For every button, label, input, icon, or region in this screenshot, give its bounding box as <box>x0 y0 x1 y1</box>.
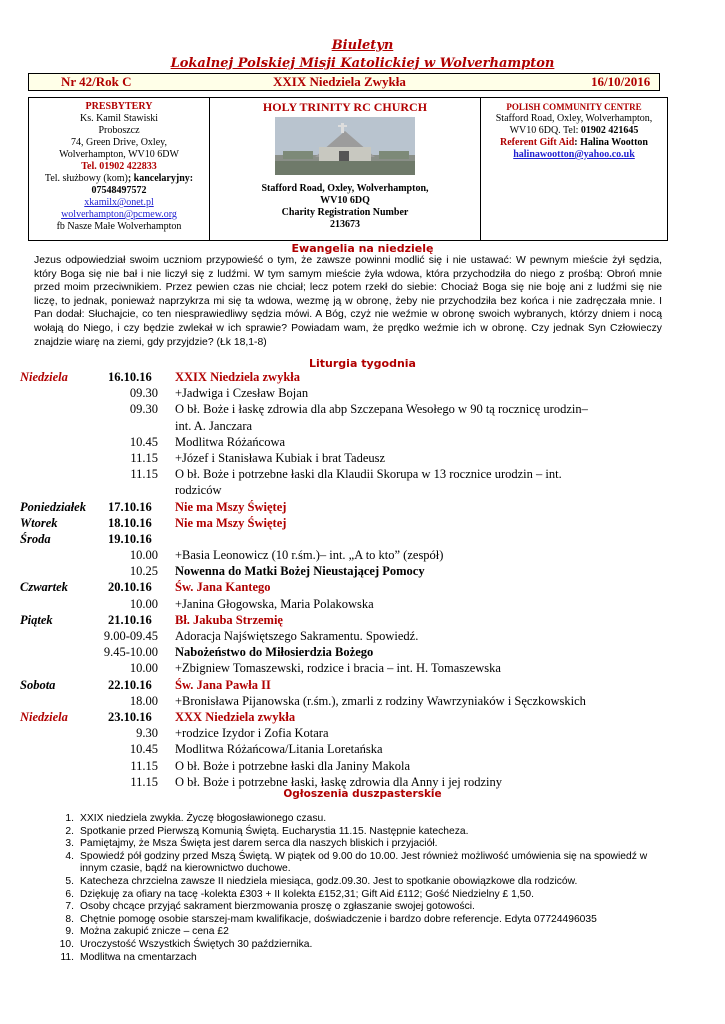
church-charity-label: Charity Registration Number <box>281 207 409 218</box>
liturgy-row <box>0 386 725 402</box>
notice-item <box>56 952 676 965</box>
community-email-link[interactable]: halinawootton@yahoo.co.uk <box>513 149 635 160</box>
presbytery-line: Wolverhampton, WV10 6DW <box>59 149 179 160</box>
notice-number: 3. <box>65 838 74 850</box>
notice-item <box>56 926 676 939</box>
liturgy-date: 19.10.16 <box>108 531 152 546</box>
liturgy-intention: XXX Niedziela zwykła <box>175 709 296 724</box>
notice-item <box>56 851 676 876</box>
church-charity-number: 213673 <box>330 219 360 230</box>
community-address-2 <box>481 125 667 137</box>
liturgy-intention: XXIX Niedziela zwykła <box>175 370 300 384</box>
notice-item <box>56 826 676 839</box>
liturgy-row <box>0 645 725 661</box>
liturgy-row <box>0 694 725 710</box>
liturgy-intention: O bł. Boże i łaskę zdrowia dla abp Szczepana Wesołego w 90 tą rocznicę urodzin– <box>175 402 588 417</box>
presbytery-heading: PRESBYTERY <box>85 101 153 112</box>
liturgy-intention: Modlitwa Różańcowa <box>175 434 286 449</box>
notice-text: Można zakupić znicze – cena £2 <box>80 926 229 938</box>
liturgy-date: 23.10.16 <box>108 709 152 724</box>
liturgy-row <box>0 726 725 742</box>
liturgy-time: 18.00 <box>129 693 158 708</box>
liturgy-intention: Nowenna do Matki Bożej Nieustającej Pomocy <box>175 564 425 579</box>
bulletin-subtitle: Lokalnej Polskiej Misji Katolickiej w Wolverhampton <box>170 56 555 71</box>
liturgy-date: 20.10.16 <box>108 580 152 595</box>
bulletin-title: Biuletyn <box>331 38 394 53</box>
notice-text: Osoby chcące przyjąć sakrament bierzmowania proszę o zgłaszanie swojej gotowości. <box>80 901 475 913</box>
liturgy-row <box>0 483 725 499</box>
tel2-office-label: ; kancelaryjny: <box>127 173 194 184</box>
liturgy-intention: O bł. Boże i potrzebne łaski dla Klaudii Skorupa w 13 rocznice urodzin – int. <box>175 467 562 482</box>
presbytery-line: 74, Green Drive, Oxley, <box>71 137 167 148</box>
presbytery-box <box>29 98 210 240</box>
notice-item <box>56 813 676 826</box>
liturgy-date: 18.10.16 <box>108 515 152 530</box>
liturgy-intention: Nie ma Mszy Świętej <box>175 515 287 530</box>
liturgy-intention: +Józef i Stanisława Kubiak i brat Tadeusz <box>175 450 386 465</box>
liturgy-intention: O bł. Boże i potrzebne łaski dla Janiny Makola <box>175 758 411 773</box>
liturgy-day: Niedziela <box>20 370 68 384</box>
liturgy-time: 09.30 <box>129 386 158 401</box>
notice-text: Spowiedź pół godziny przed Mszą Świętą. W piątek od 9.00 do 10.00. Jest również możliwość umówienia się na spowiedź w innym czasie, bądź na kierownictwo duchowe. <box>80 850 648 875</box>
liturgy-time: 10.45 <box>129 742 158 757</box>
liturgy-time: 11.15 <box>130 774 158 789</box>
liturgy-day: Czwartek <box>20 580 68 595</box>
liturgy-intention: +Bronisława Pijanowska (r.śm.), zmarli z rodziny Wawrzyniaków i Sęczkowskich <box>175 693 586 708</box>
liturgy-time: 11.15 <box>130 450 158 465</box>
notice-text: Spotkanie przed Pierwszą Komunią Świętą. Eucharystia 11.15. Następnie katecheza. <box>80 825 469 837</box>
liturgy-time: 10.00 <box>129 548 158 563</box>
liturgy-intention: O bł. Boże i potrzebne łaski, łaskę zdrowia dla Anny i jej rodziny <box>175 774 502 789</box>
liturgy-intention: Nie ma Mszy Świętej <box>175 499 287 514</box>
liturgy-date: 16.10.16 <box>108 370 152 384</box>
liturgy-heading: Liturgia tygodnia <box>309 357 416 370</box>
notice-item <box>56 889 676 902</box>
church-address-2: WV10 6DQ <box>320 195 370 206</box>
liturgy-row <box>0 500 725 516</box>
liturgy-row <box>0 451 725 467</box>
notice-text: Pamiętajmy, że Msza Święta jest darem serca dla naszych bliskich i przyjaciół. <box>80 838 438 850</box>
presbytery-tel: Tel. 01902 422833 <box>81 161 157 172</box>
presbytery-mobile: 07548497572 <box>91 185 147 196</box>
liturgy-time: 10.00 <box>129 596 158 611</box>
liturgy-intention: +Janina Głogowska, Maria Polakowska <box>175 596 374 611</box>
liturgy-date: 21.10.16 <box>108 612 152 627</box>
gift-aid-label: Referent Gift Aid <box>500 137 575 148</box>
issue-date: 16/10/2016 <box>591 74 651 89</box>
community-tel: 01902 421645 <box>580 125 639 136</box>
notice-item <box>56 876 676 889</box>
liturgy-time: 9.00-09.45 <box>103 629 158 643</box>
liturgy-day: Środa <box>20 531 51 546</box>
liturgy-time: 11.15 <box>130 467 158 482</box>
contact-boxes <box>28 97 668 241</box>
notice-number: 11. <box>60 951 74 963</box>
church-address-1: Stafford Road, Oxley, Wolverhampton, <box>261 183 429 194</box>
liturgy-row <box>0 402 725 418</box>
liturgy-row <box>0 419 725 435</box>
liturgy-intention: +Basia Leonowicz (10 r.śm.)– int. „A to kto” (zespół) <box>175 548 444 563</box>
notice-item <box>56 914 676 927</box>
notice-item <box>56 838 676 851</box>
liturgy-row <box>0 467 725 483</box>
liturgy-time: 9.30 <box>136 726 158 741</box>
community-box <box>481 98 667 240</box>
liturgy-intention: Nabożeństwo do Miłosierdzia Bożego <box>175 645 374 660</box>
community-address-1: Stafford Road, Oxley, Wolverhampton, <box>495 113 653 124</box>
liturgy-time: 10.45 <box>129 434 158 449</box>
liturgy-time: 9.45-10.00 <box>103 645 158 660</box>
presbytery-line: Ks. Kamil Stawiski <box>79 113 159 124</box>
liturgy-row <box>0 516 725 532</box>
liturgy-row <box>0 597 725 613</box>
liturgy-intention: Modlitwa Różańcowa/Litania Loretańska <box>175 742 383 757</box>
liturgy-intention: Św. Jana Kantego <box>175 580 271 595</box>
liturgy-day: Poniedziałek <box>20 499 86 514</box>
notice-item <box>56 939 676 952</box>
liturgy-row <box>0 370 725 386</box>
issue-bar <box>28 73 660 91</box>
email-link-2[interactable]: wolverhampton@pcmew.org <box>61 209 177 220</box>
liturgy-date: 17.10.16 <box>108 499 152 514</box>
tel2-label: Tel. służbowy (kom) <box>44 173 128 184</box>
liturgy-day: Piątek <box>20 612 53 627</box>
church-heading: HOLY TRINITY RC CHURCH <box>262 100 428 114</box>
community-tel-label: WV10 6DQ. Tel: <box>509 125 581 136</box>
liturgy-schedule <box>0 370 725 791</box>
notice-number: 9. <box>65 926 74 938</box>
church-box <box>210 98 481 240</box>
liturgy-intention: Św. Jana Pawła II <box>175 677 271 692</box>
notice-text: XXIX niedziela zwykła. Życzę błogosławionego czasu. <box>80 813 327 824</box>
notice-number: 10. <box>59 938 74 950</box>
issue-sunday: XXIX Niedziela Zwykła <box>273 74 406 89</box>
notice-text: Uroczystość Wszystkich Świętych 30 października. <box>80 938 313 950</box>
liturgy-row <box>0 532 725 548</box>
liturgy-time: 11.15 <box>130 758 158 773</box>
liturgy-intention: int. A. Janczara <box>175 418 253 433</box>
notice-number: 7. <box>65 901 74 913</box>
liturgy-date: 22.10.16 <box>108 677 152 692</box>
notice-item <box>56 901 676 914</box>
gift-aid-line <box>481 137 667 149</box>
presbytery-line: Proboszcz <box>98 125 140 136</box>
liturgy-day: Sobota <box>20 677 56 692</box>
liturgy-intention: +rodzice Izydor i Zofia Kotara <box>175 726 329 741</box>
notice-text: Dziękuję za ofiary na tacę -kolekta £303 + II kolekta £152,31; Gift Aid £112; Gość Niedzielny £ 1,50. <box>80 888 534 900</box>
liturgy-day: Niedziela <box>20 709 68 724</box>
notice-text: Chętnie pomogę osobie starszej-mam kwalifikacje, doświadczenie i bardzo dobre referencje. Edyta 07724496035 <box>80 913 597 925</box>
notice-number: 6. <box>65 888 74 900</box>
liturgy-row <box>0 710 725 726</box>
notices-heading: Ogłoszenia duszpasterskie <box>283 788 442 800</box>
facebook-label: fb Nasze Małe Wolverhampton <box>56 221 182 232</box>
notice-number: 5. <box>65 875 74 887</box>
liturgy-intention: +Zbigniew Tomaszewski, rodzice i bracia – int. H. Tomaszewska <box>175 661 501 676</box>
liturgy-row <box>0 613 725 629</box>
liturgy-time: 09.30 <box>129 402 158 417</box>
liturgy-time: 10.00 <box>129 661 158 676</box>
email-link-1[interactable]: xkamilx@onet.pl <box>84 197 154 208</box>
liturgy-row <box>0 548 725 564</box>
liturgy-row <box>0 759 725 775</box>
liturgy-row <box>0 564 725 580</box>
church-photo <box>275 117 415 175</box>
liturgy-intention: rodziców <box>175 483 222 498</box>
liturgy-row <box>0 629 725 645</box>
presbytery-tel2 <box>29 173 209 185</box>
liturgy-intention: +Jadwiga i Czesław Bojan <box>175 386 309 401</box>
gift-aid-name: : Halina Wootton <box>574 137 648 148</box>
notice-number: 1. <box>65 813 74 824</box>
liturgy-row <box>0 661 725 677</box>
gospel-text: Jezus odpowiedział swoim uczniom przypowieść o tym, że zawsze powinni modlić się i nie ustawać: W pewnym mieście żył sędzia, który Boga się nie bał i nie liczył się z ludźmi. W tym samym mieście żyła wdowa, która przychodziła do niego z prośbą: Obroń mnie przed moim przeciwnikiem. Przez pewien czas nie chciał; lecz potem rzekł do siebie: Chociaż Boga się nie boję ani z ludźmi się nie liczę, to jednak, ponieważ naprzykrza mi się ta wdowa, wezmę ją w obronę, żeby nie przychodziła bez końca i nie zadręczała mnie. I Pan dodał: Słuchajcie, co ten niesprawiedliwy sędzia mówi. A Bóg, czyż nie weźmie w obronę swoich wybranych, którzy dniem i nocą wołają do Niego, i czy będzie zwlekał w ich sprawie? Powiadam wam, że prędko weźmie ich w obronę. Czy jednak Syn Człowieczy znajdzie wiarę na ziemi, gdy przyjdzie? (Łk 18,1-8) <box>34 255 662 348</box>
liturgy-row <box>0 678 725 694</box>
notice-number: 4. <box>65 850 74 862</box>
liturgy-intention: Bł. Jakuba Strzemię <box>175 612 283 627</box>
liturgy-intention: Adoracja Najświętszego Sakramentu. Spowiedź. <box>175 629 419 643</box>
gospel-heading: Ewangelia na niedzielę <box>291 242 434 255</box>
issue-number: Nr 42/Rok C <box>61 74 132 89</box>
notice-number: 8. <box>65 913 74 925</box>
liturgy-row <box>0 580 725 596</box>
liturgy-row <box>0 435 725 451</box>
liturgy-day: Wtorek <box>20 515 58 530</box>
notices-list <box>56 813 676 964</box>
notice-text: Modlitwa na cmentarzach <box>80 951 197 963</box>
community-heading: POLISH COMMUNITY CENTRE <box>506 102 642 112</box>
notice-number: 2. <box>65 825 74 837</box>
notice-text: Katecheza chrzcielna zawsze II niedziela miesiąca, godz.09.30. Jest to spotkanie obowiązkowe dla rodziców. <box>80 875 578 887</box>
liturgy-row <box>0 742 725 758</box>
liturgy-time: 10.25 <box>129 564 158 579</box>
